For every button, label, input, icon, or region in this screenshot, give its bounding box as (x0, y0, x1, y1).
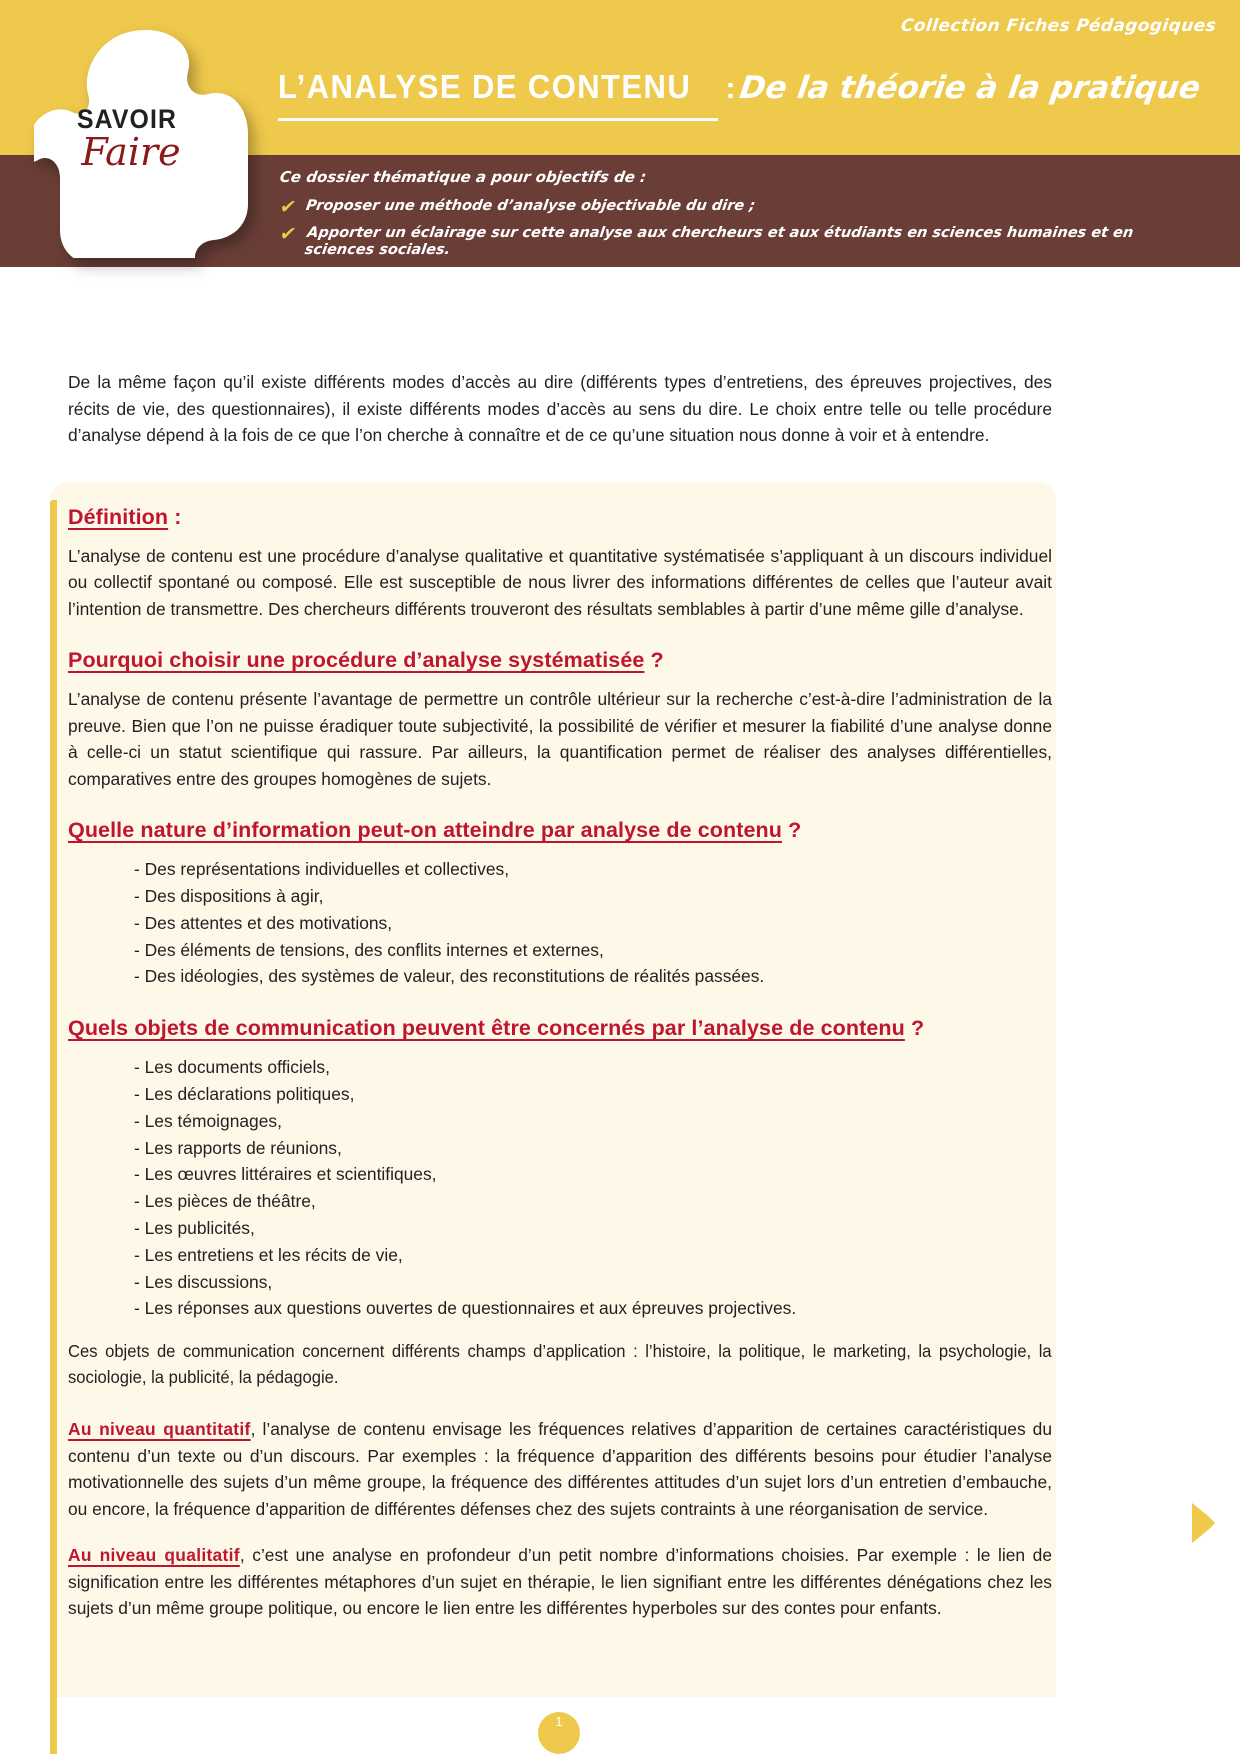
objectives-block (280, 168, 1200, 266)
objets-list (68, 1054, 1052, 1322)
heading-text: Pourquoi choisir une procédure d’analyse systématisée (68, 648, 645, 673)
qualitatif-text: , c’est une analyse en profondeur d’un petit nombre d’informations choisies. Par exemple : le lien de signification entre les différentes métaphores d’un sujet en thérapie, le lien signifiant entre les différentes dénégations chez les sujets d’un même groupe politique, ou encore le lien entre les différentes hyperboles sur des contes pour enfants. (68, 1545, 1052, 1619)
next-page-arrow-icon[interactable] (1190, 1503, 1216, 1543)
spacer (68, 792, 1052, 818)
logo-faire-text: Faire (81, 130, 181, 174)
list-item: - Les documents officiels, (134, 1057, 330, 1078)
heading-tail: ? (644, 648, 664, 673)
check-icon: ✔ (278, 197, 298, 218)
pourquoi-paragraph: L’analyse de contenu présente l’avantage de permettre un contrôle ultérieur sur la recherche c’est-à-dire l’administration de la preuve. Bien que l’on ne puisse éradiquer toute subjectivité, la possibilité de vérifier et mesurer la fiabilité d’une analyse donne à celle-ci un statut scientifique qui rassure. Par ailleurs, la quantification permet de réaliser des analyses différentielles, comparatives entre des groupes homogènes de sujets. (68, 689, 1052, 789)
list-item: - Les réponses aux questions ouvertes de questionnaires et aux épreuves projectives. (134, 1298, 797, 1319)
page-number-label: 1 (555, 1714, 563, 1729)
document-title (278, 68, 1208, 106)
quantitatif-text: , l’analyse de contenu envisage les fréquences relatives d’apparition de certaines caractéristiques du contenu d’un texte ou d’un discours. Par exemples : la fréquence d’apparition des différents besoins pour étudier l’analyse motivationnelle des sujets d’un même groupe, la fréquence des différentes attitudes d’un sujet lors d’un entretien d’embauche, ou encore, la fréquence d’apparition de différentes défenses chez des sujets contraints à une réorganisation de service. (68, 1419, 1052, 1519)
spacer (68, 1390, 1052, 1416)
list-item: - Les œuvres littéraires et scientifiques, (134, 1164, 437, 1185)
spacer (68, 990, 1052, 1016)
objective-label: Proposer une méthode d’analyse objectivable du dire ; (304, 198, 757, 214)
qualitatif-lead: Au niveau qualitatif (68, 1545, 240, 1566)
spacer (68, 1322, 1052, 1338)
collection-label: Collection Fiches Pédagogiques (899, 16, 1218, 36)
content-body (68, 505, 1052, 1622)
list-item: - Les publicités, (134, 1217, 255, 1238)
title-subtitle-text: De la théorie à la pratique (736, 70, 1203, 106)
objective-label: Apporter un éclairage sur cette analyse aux chercheurs et aux étudiants en sciences humaines et en sciences sociales. (303, 225, 1135, 258)
title-main-text: L’ANALYSE DE CONTENU (278, 68, 692, 105)
qualitatif-paragraph (68, 1542, 1052, 1621)
nature-list (68, 856, 1052, 990)
spacer (68, 1522, 1052, 1542)
objective-item (280, 225, 1200, 258)
heading-tail: : (168, 505, 182, 529)
objets-closing-paragraph: Ces objets de communication concernent différents champs d’application : l’histoire, la politique, le marketing, la psychologie, la sociologie, la publicité, la pédagogie. (68, 1341, 1052, 1388)
intro-paragraph: De la même façon qu’il existe différents modes d’accès au dire (différents types d’entretiens, des épreuves projectives, des récits de vie, des questionnaires), il existe différents modes d’accès au sens du dire. Le choix entre telle ou telle procédure d’analyse dépend à la fois de ce que l’on cherche à connaître et de ce qu’une situation nous donne à voir et à entendre. (68, 372, 1052, 446)
list-item: - Des représentations individuelles et collectives, (134, 859, 510, 880)
title-underline-rule (278, 118, 718, 121)
heading-text: Quels objets de communication peuvent être concernés par l’analyse de contenu (68, 1016, 905, 1041)
list-item: - Des attentes et des motivations, (134, 912, 393, 933)
section-heading-pourquoi (68, 648, 1052, 673)
list-item: - Des idéologies, des systèmes de valeur, des reconstitutions de réalités passées. (134, 966, 765, 987)
list-item: - Des dispositions à agir, (134, 885, 324, 906)
spacer (68, 622, 1052, 648)
section-heading-definition (68, 505, 1052, 530)
list-item: - Les témoignages, (134, 1110, 282, 1131)
list-item: - Les rapports de réunions, (134, 1137, 342, 1158)
definition-paragraph: L’analyse de contenu est une procédure d’analyse qualitative et quantitative systématisée s’appliquant à un discours individuel ou collectif spontané ou composé. Elle est susceptible de nous livrer des informations différentes de celles que l’auteur avait l’intention de transmettre. Des chercheurs différents trouveront des résultats semblables à partir d’une même gille d’analyse. (68, 546, 1052, 619)
list-item: - Des éléments de tensions, des conflits internes et externes, (134, 939, 604, 960)
section-heading-nature (68, 818, 1052, 843)
heading-text: Quelle nature d’information peut-on atteindre par analyse de contenu (68, 818, 783, 843)
list-item: - Les discussions, (134, 1271, 273, 1292)
section-heading-objets (68, 1016, 1052, 1041)
objectives-intro: Ce dossier thématique a pour objectifs de : (278, 168, 648, 186)
heading-text: Définition (68, 505, 169, 529)
list-item: - Les déclarations politiques, (134, 1083, 355, 1104)
list-item: - Les pièces de théâtre, (134, 1191, 316, 1212)
card-left-accent-bar (50, 500, 57, 1754)
list-item: - Les entretiens et les récits de vie, (134, 1244, 403, 1265)
heading-tail: ? (904, 1016, 925, 1041)
check-icon: ✔ (278, 224, 298, 245)
objective-item (280, 198, 1200, 217)
quantitatif-lead: Au niveau quantitatif (68, 1419, 251, 1440)
title-separator: : (725, 72, 736, 105)
logo-savoir-text: SAVOIR (76, 104, 178, 134)
heading-tail: ? (782, 818, 802, 843)
quantitatif-paragraph (68, 1416, 1052, 1522)
